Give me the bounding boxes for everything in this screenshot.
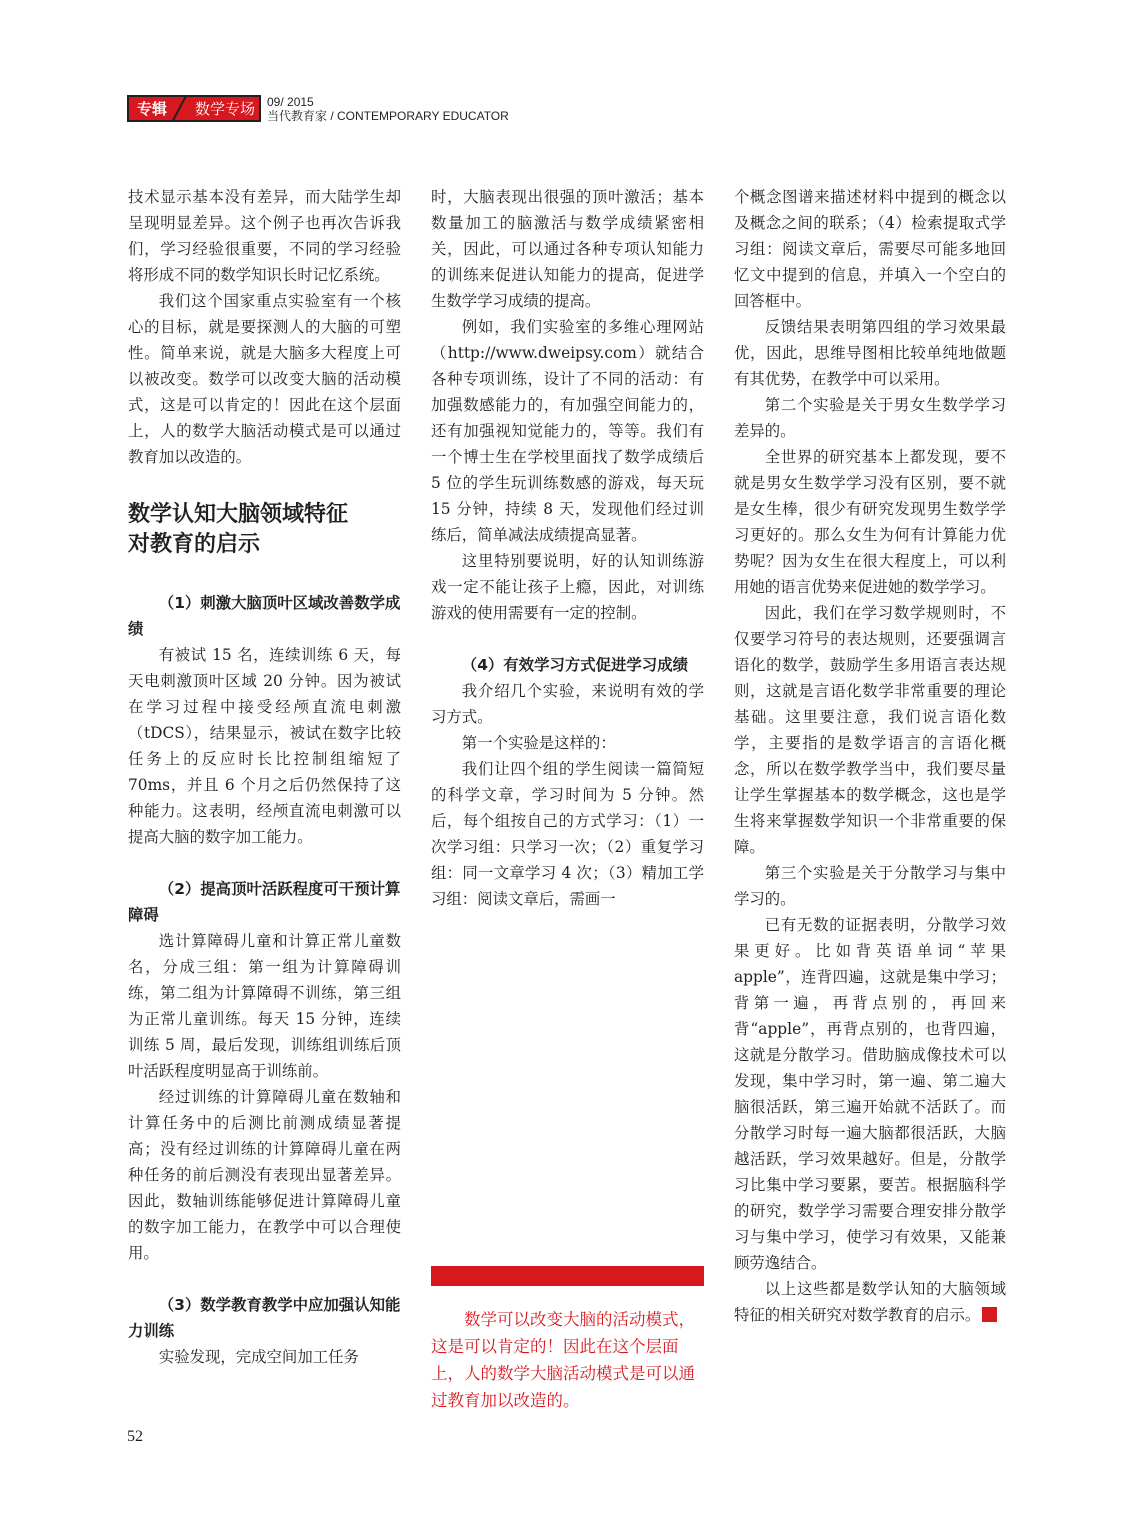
- paragraph: 全世界的研究基本上都发现，要不就是男女生数学学习没有区别，要不就是女生棒，很少有研究发现男生数学学习更好的。那么女生为何有计算能力优势呢？因为女生在很大程度上，可以利用她的语言优势来促进她的数学学习。: [734, 448, 1006, 596]
- closing-text: 以上这些都是数学认知的大脑领域特征的相关研究对数学教育的启示。: [734, 1280, 1006, 1324]
- pullquote-bar: [431, 1266, 704, 1286]
- paragraph: 例如，我们实验室的多维心理网站（http://www.dweipsy.com）就结合各种专项训练，设计了不同的活动：有加强数感能力的，有加强空间能力的，还有加强视知觉能力的，等等。我们有一个博士生在学校里面找了数学成绩后 5 位的学生玩训练数感的游戏，每天玩 15 分钟，持续 8 天，发现他们经过训练后，简单减法成绩提高显著。: [431, 318, 704, 544]
- section-heading-line-1: 数学认知大脑领域特征: [128, 502, 349, 527]
- paragraph: 个概念图谱来描述材料中提到的概念以及概念之间的联系；（4）检索提取式学习组：阅读文章后，需要尽可能多地回忆文中提到的信息，并填入一个空白的回答框中。: [734, 188, 1006, 310]
- subheading-3: （3）数学教育教学中应加强认知能力训练: [128, 1296, 401, 1340]
- paragraph: 已有无数的证据表明，分散学习效果更好。比如背英语单词“苹果 apple”，连背四遍，这就是集中学习；背第一遍，再背点别的，再回来背“apple”，再背点别的，也背四遍，这就是分散学习。借助脑成像技术可以发现，集中学习时，第一遍、第二遍大脑很活跃，第三遍开始就不活跃了。而分散学习时每一遍大脑都很活跃，大脑越活跃，学习效果越好。但是，分散学习比集中学习要累，要苦。根据脑科学的研究，数学学习需要合理安排分散学习与集中学习，使学习有效果，又能兼顾劳逸结合。: [734, 916, 1006, 1272]
- paragraph: 有被试 15 名，连续训练 6 天，每天电刺激顶叶区域 20 分钟。因为被试在学习过程中接受经颅直流电刺激（tDCS），结果显示，被试在数字比较任务上的反应时长比控制组缩短了 70ms，并且 6 个月之后仍然保持了这种能力。这表明，经颅直流电刺激可以提高大脑的数字加工能力。: [128, 646, 401, 846]
- paragraph: 第二个实验是关于男女生数学学习差异的。: [734, 396, 1006, 440]
- paragraph: 因此，我们在学习数学规则时，不仅要学习符号的表达规则，还要强调言语化的数学，鼓励学生多用语言表达规则，这就是言语化数学非常重要的理论基础。这里要注意，我们说言语化数学，主要指的是数学语言的言语化概念，所以在数学教学当中，我们要尽量让学生掌握基本的数学概念，这也是学生将来掌握数学知识一个非常重要的保障。: [734, 604, 1006, 856]
- section-tag-divider: [168, 95, 189, 122]
- paragraph: 技术显示基本没有差异，而大陆学生却呈现明显差异。这个例子也再次告诉我们，学习经验很重要，不同的学习经验将形成不同的数学知识长时记忆系统。: [128, 188, 401, 284]
- column-1: [128, 184, 401, 1370]
- paragraph: 时，大脑表现出很强的顶叶激活；基本数量加工的脑激活与数学成绩紧密相关，因此，可以通过各种专项认知能力的训练来促进认知能力的提高，促进学生数学学习成绩的提高。: [431, 188, 704, 310]
- paragraph: 选计算障碍儿童和计算正常儿童数名，分成三组：第一组为计算障碍训练，第二组为计算障碍不训练，第三组为正常儿童训练。每天 15 分钟，连续训练 5 周，最后发现，训练组训练后顶叶活跃程度明显高于训练前。: [128, 932, 401, 1080]
- page-number: 52: [127, 1428, 143, 1445]
- section-heading: [128, 500, 401, 560]
- paragraph: 经过训练的计算障碍儿童在数轴和计算任务中的后测比前测成绩显著提高；没有经过训练的计算障碍儿童在两种任务的前后测没有表现出显著差异。因此，数轴训练能够促进计算障碍儿童的数字加工能力，在教学中可以合理使用。: [128, 1088, 401, 1262]
- paragraph: 这里特别要说明，好的认知训练游戏一定不能让孩子上瘾，因此，对训练游戏的使用需要有一定的控制。: [431, 552, 704, 622]
- paragraph: 反馈结果表明第四组的学习效果最优，因此，思维导图相比较单纯地做题有其优势，在教学中可以采用。: [734, 318, 1006, 388]
- subheading-1: （1）刺激大脑顶叶区域改善数学成绩: [128, 594, 401, 638]
- paragraph: 实验发现，完成空间加工任务: [158, 1348, 359, 1366]
- section-tag-secondary: 数学专场: [195, 100, 256, 118]
- running-header: [127, 95, 527, 122]
- subheading-2: （2）提高顶叶活跃程度可干预计算障碍: [128, 880, 401, 924]
- journal-title: 当代教育家 / CONTEMPORARY EDUCATOR: [267, 109, 509, 123]
- column-3: [734, 184, 1006, 1328]
- end-mark-icon: [982, 1307, 997, 1322]
- subheading-4: （4）有效学习方式促进学习成绩: [461, 656, 688, 674]
- section-heading-line-2: 对教育的启示: [128, 532, 261, 557]
- paragraph: 我们这个国家重点实验室有一个核心的目标，就是要探测人的大脑的可塑性。简单来说，就是大脑多大程度上可以被改变。数学可以改变大脑的活动模式，这是可以肯定的！因此在这个层面上，人的数学大脑活动模式是可以通过教育加以改造的。: [128, 292, 401, 466]
- column-2: [431, 184, 704, 912]
- paragraph: [734, 1276, 1006, 1328]
- paragraph: 我介绍几个实验，来说明有效的学习方式。: [431, 682, 704, 726]
- pullquote: 数学可以改变大脑的活动模式，这是可以肯定的！因此在这个层面上，人的数学大脑活动模式是可以通过教育加以改造的。: [431, 1310, 695, 1410]
- section-tag-primary: 专辑: [137, 100, 168, 118]
- section-tag: [127, 95, 261, 122]
- paragraph: 我们让四个组的学生阅读一篇简短的科学文章，学习时间为 5 分钟。然后，每个组按自己的方式学习：（1）一次学习组：只学习一次；（2）重复学习组：同一文章学习 4 次；（3）精加工学习组：阅读文章后，需画一: [431, 760, 704, 908]
- paragraph: 第一个实验是这样的：: [461, 734, 616, 752]
- paragraph: 第三个实验是关于分散学习与集中学习的。: [734, 864, 1006, 908]
- issue-date: 09/ 2015: [267, 95, 314, 109]
